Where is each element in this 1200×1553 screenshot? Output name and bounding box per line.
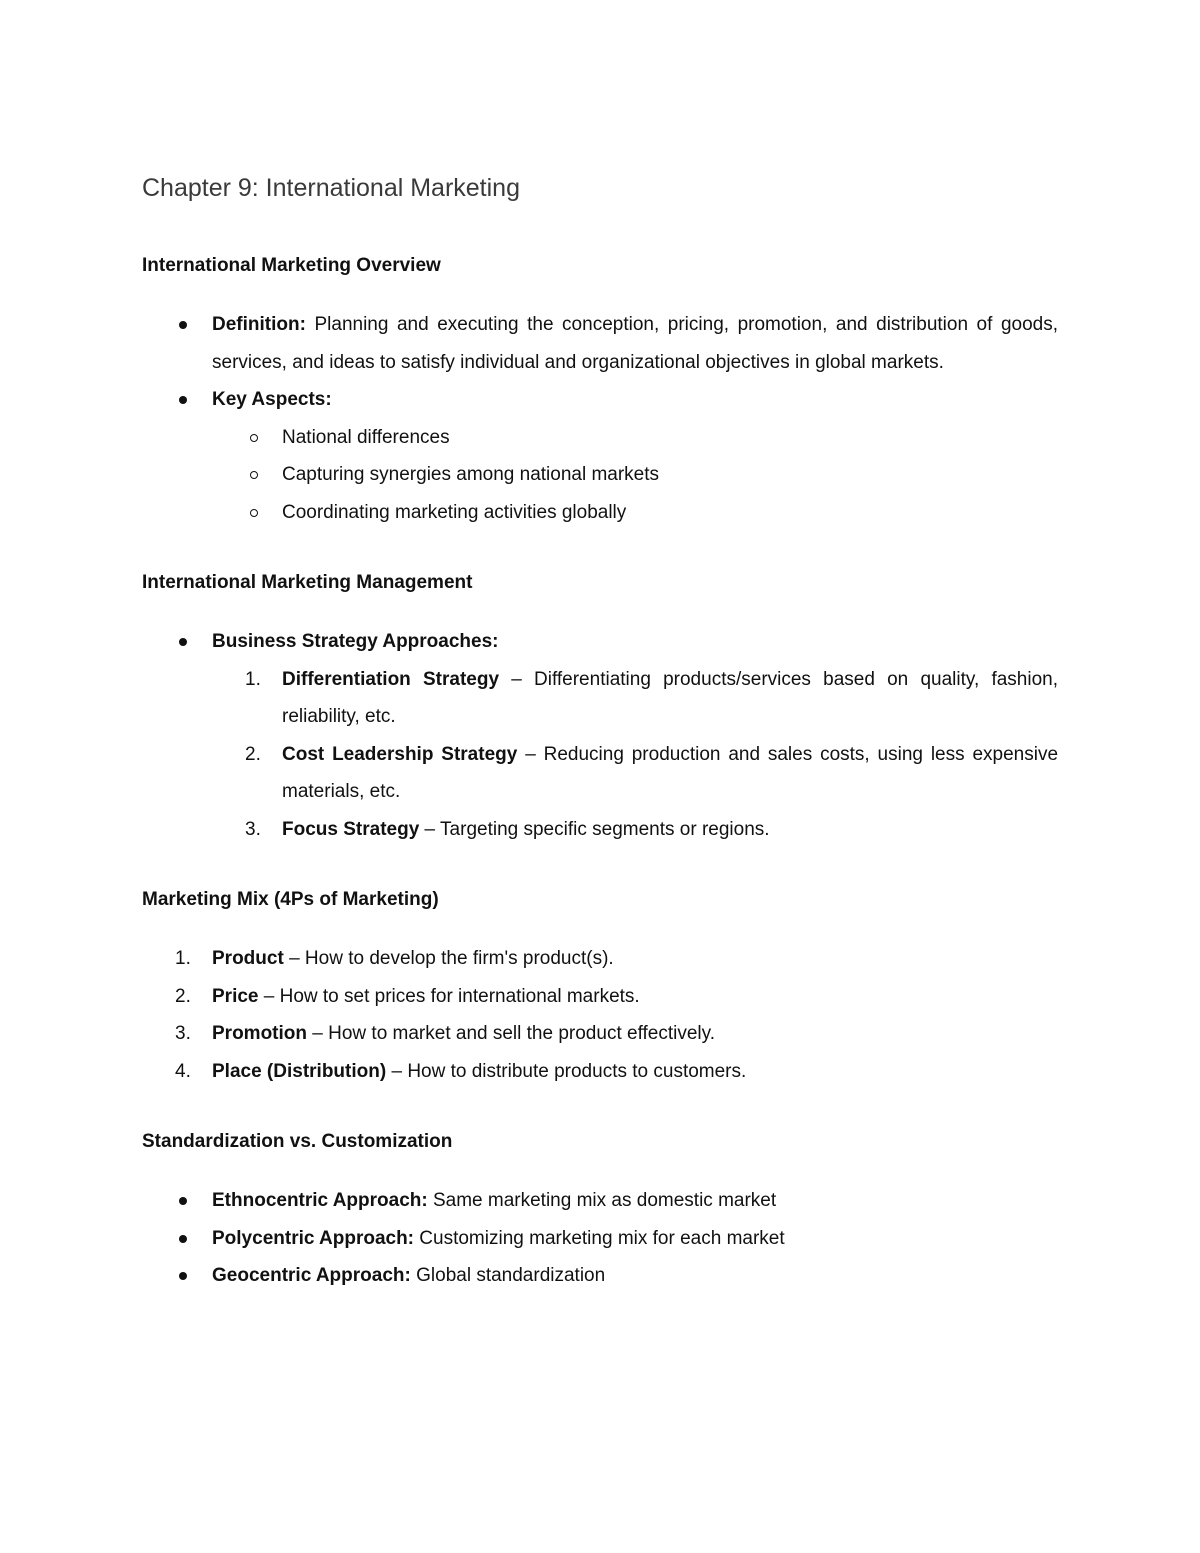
approach-name: Ethnocentric Approach: [212,1190,428,1211]
key-aspects-label: Key Aspects: [212,389,332,410]
list-number: 1. [245,668,261,690]
section-marketing-mix [142,882,1058,1090]
approach-name: Polycentric Approach: [212,1227,415,1249]
strategy-desc: – Reducing production and sales costs, using less expensive materials, etc. [282,743,1059,802]
list-item [142,306,1058,381]
numbered-list [142,940,1058,1090]
section-management [142,565,1058,848]
list-item [142,978,1058,1016]
mix-name: Place (Distribution) [212,1060,387,1082]
strategy-name: Differentiation Strategy [282,668,500,690]
list-item [142,1257,1058,1295]
list-item [142,1220,1058,1258]
approach-name: Geocentric Approach: [212,1265,411,1286]
strategy-name: Cost Leadership Strategy [282,743,518,765]
list-item: Coordinating marketing activities globally [212,494,1058,532]
list-number: 1. [175,948,191,969]
mix-desc: – How to develop the firm's product(s). [289,948,614,969]
list-number: 2. [175,985,191,1007]
sub-list [212,419,1058,532]
list-item [212,736,1058,811]
bullet-list [142,623,1058,848]
definition-text: Planning and executing the conception, pricing, promotion, and distribution of goods, services, and ideas to satisfy individual and organizational objectives in global markets. [212,314,1058,373]
mix-name: Product [212,948,284,969]
mix-name: Promotion [212,1023,307,1044]
list-number: 2. [245,743,261,765]
mix-name: Price [212,985,259,1007]
list-item [142,1182,1058,1220]
section-overview [142,248,1058,531]
section-heading: Marketing Mix (4Ps of Marketing) [142,889,439,910]
list-item [142,381,1058,531]
approach-desc: Global standardization [416,1265,606,1286]
list-item: Capturing synergies among national markets [212,456,1058,494]
bullet-list [142,1182,1058,1295]
document-page [142,168,1058,1295]
section-heading: International Marketing Management [142,572,473,593]
list-item [142,940,1058,978]
section-heading: Standardization vs. Customization [142,1131,453,1152]
section-heading: International Marketing Overview [142,255,441,276]
strategy-desc: – Differentiating products/services based on quality, fashion, reliability, etc. [282,668,1058,727]
bullet-list [142,306,1058,531]
list-item [142,623,1058,848]
definition-label: Definition: [212,314,306,335]
strategy-desc: – Targeting specific segments or regions. [424,818,770,840]
mix-desc: – How to set prices for international markets. [263,985,640,1007]
list-item [142,1053,1058,1091]
section-standardization [142,1124,1058,1295]
strategy-label: Business Strategy Approaches: [212,631,499,652]
numbered-list [212,661,1058,849]
mix-desc: – How to distribute products to customers. [391,1060,747,1082]
list-number: 4. [175,1060,191,1082]
page-title: Chapter 9: International Marketing [142,174,520,202]
list-item [212,661,1058,736]
approach-desc: Customizing marketing mix for each market [419,1227,785,1249]
list-number: 3. [245,818,261,840]
list-item [212,811,1058,849]
list-item: National differences [212,419,1058,457]
approach-desc: Same marketing mix as domestic market [432,1190,777,1211]
list-number: 3. [175,1023,191,1044]
strategy-name: Focus Strategy [282,818,420,840]
mix-desc: – How to market and sell the product effectively. [312,1023,716,1044]
list-item [142,1015,1058,1053]
